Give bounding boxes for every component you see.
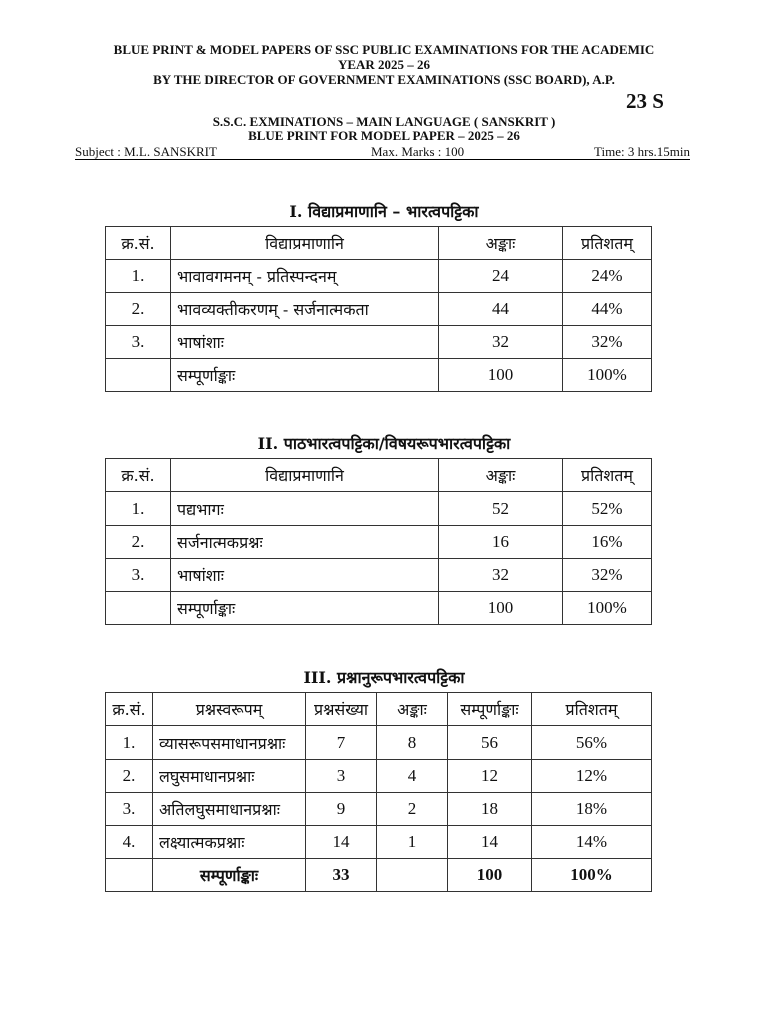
total-row bbox=[106, 359, 652, 392]
cell: भावावगमनम् - प्रतिस्पन्दनम् bbox=[171, 260, 439, 293]
cell: अतिलघुसमाधानप्रश्नाः bbox=[153, 793, 306, 826]
max-marks-text: Max. Marks : 100 bbox=[371, 144, 465, 159]
cell: 32 bbox=[439, 559, 563, 592]
header-line-5: BLUE PRINT FOR MODEL PAPER – 2025 – 26 bbox=[248, 128, 520, 143]
cell: 44 bbox=[439, 293, 563, 326]
col-header: प्रश्नस्वरूपम् bbox=[153, 693, 306, 726]
cell: 12% bbox=[532, 760, 652, 793]
cell: व्यासरूपसमाधानप्रश्नाः bbox=[153, 726, 306, 760]
cell bbox=[106, 859, 153, 892]
cell: 1 bbox=[377, 826, 448, 859]
cell: सर्जनात्मकप्रश्नः bbox=[171, 526, 439, 559]
col-header: प्रश्नसंख्या bbox=[306, 693, 377, 726]
col-header: प्रतिशतम् bbox=[563, 227, 652, 260]
col-header: प्रतिशतम् bbox=[532, 693, 652, 726]
cell: 32% bbox=[563, 559, 652, 592]
table-header-row bbox=[106, 693, 652, 726]
cell bbox=[377, 859, 448, 892]
cell: 100% bbox=[563, 359, 652, 392]
table-row bbox=[106, 293, 652, 326]
cell: 2. bbox=[106, 760, 153, 793]
table-row bbox=[106, 793, 652, 826]
section-3-table bbox=[105, 692, 652, 892]
cell: 16% bbox=[563, 526, 652, 559]
cell: 3. bbox=[106, 326, 171, 359]
header-line-3: BY THE DIRECTOR OF GOVERNMENT EXAMINATIONS (SSC BOARD), A.P. bbox=[153, 72, 615, 87]
cell: 56 bbox=[448, 726, 532, 760]
cell: 18% bbox=[532, 793, 652, 826]
col-header: अङ्काः bbox=[439, 227, 563, 260]
subject-line bbox=[75, 144, 690, 160]
cell: 100 bbox=[439, 592, 563, 625]
cell: लक्ष्यात्मकप्रश्नाः bbox=[153, 826, 306, 859]
cell: 16 bbox=[439, 526, 563, 559]
cell bbox=[106, 359, 171, 392]
section-1-table bbox=[105, 226, 652, 392]
section-2-title: II. पाठभारत्वपट्टिका/विषयरूपभारत्वपट्टिका bbox=[257, 434, 511, 453]
header-line-1: BLUE PRINT & MODEL PAPERS OF SSC PUBLIC EXAMINATIONS FOR THE ACADEMIC bbox=[113, 42, 655, 57]
cell: 14% bbox=[532, 826, 652, 859]
col-header: अङ्काः bbox=[377, 693, 448, 726]
cell: लघुसमाधानप्रश्नाः bbox=[153, 760, 306, 793]
table-row bbox=[106, 559, 652, 592]
table-row bbox=[106, 260, 652, 293]
cell: 100% bbox=[532, 859, 652, 892]
table-header-row bbox=[106, 227, 652, 260]
col-header: विद्याप्रमाणानि bbox=[171, 227, 439, 260]
cell: सम्पूर्णाङ्काः bbox=[171, 592, 439, 625]
cell: 7 bbox=[306, 726, 377, 760]
cell: 2 bbox=[377, 793, 448, 826]
cell bbox=[106, 592, 171, 625]
table-row bbox=[106, 760, 652, 793]
table-row bbox=[106, 726, 652, 760]
table-row bbox=[106, 326, 652, 359]
cell: पद्यभागः bbox=[171, 492, 439, 526]
col-header: अङ्काः bbox=[439, 459, 563, 492]
cell: 1. bbox=[106, 726, 153, 760]
cell: 100% bbox=[563, 592, 652, 625]
cell: 4. bbox=[106, 826, 153, 859]
subject-text: Subject : M.L. SANSKRIT bbox=[75, 144, 217, 159]
table-row bbox=[106, 526, 652, 559]
time-text: Time: 3 hrs.15min bbox=[594, 144, 690, 159]
section-1-title: I. विद्याप्रमाणानि – भारत्वपट्टिका bbox=[289, 202, 479, 221]
col-header: सम्पूर्णाङ्काः bbox=[448, 693, 532, 726]
col-header: क्र.सं. bbox=[106, 459, 171, 492]
table-row bbox=[106, 826, 652, 859]
cell: भाषांशाः bbox=[171, 326, 439, 359]
cell: 3. bbox=[106, 559, 171, 592]
cell: भाषांशाः bbox=[171, 559, 439, 592]
cell: 8 bbox=[377, 726, 448, 760]
cell: 24 bbox=[439, 260, 563, 293]
cell: 3. bbox=[106, 793, 153, 826]
cell: 9 bbox=[306, 793, 377, 826]
section-2-table bbox=[105, 458, 652, 625]
total-row bbox=[106, 859, 652, 892]
cell: 24% bbox=[563, 260, 652, 293]
header-line-2: YEAR 2025 – 26 bbox=[337, 57, 431, 72]
cell: सम्पूर्णाङ्काः bbox=[171, 359, 439, 392]
col-header: प्रतिशतम् bbox=[563, 459, 652, 492]
col-header: क्र.सं. bbox=[106, 227, 171, 260]
cell: 2. bbox=[106, 526, 171, 559]
section-3-title: III. प्रश्नानुरूपभारत्वपट्टिका bbox=[303, 668, 465, 687]
cell: 14 bbox=[448, 826, 532, 859]
cell: 18 bbox=[448, 793, 532, 826]
cell: 56% bbox=[532, 726, 652, 760]
table-header-row bbox=[106, 459, 652, 492]
cell: 1. bbox=[106, 260, 171, 293]
col-header: विद्याप्रमाणानि bbox=[171, 459, 439, 492]
cell: 52 bbox=[439, 492, 563, 526]
cell: 32 bbox=[439, 326, 563, 359]
cell: 100 bbox=[439, 359, 563, 392]
cell: भावव्यक्तीकरणम् - सर्जनात्मकता bbox=[171, 293, 439, 326]
header-line-4: S.S.C. EXMINATIONS – MAIN LANGUAGE ( SANSKRIT ) bbox=[212, 114, 556, 129]
cell: 2. bbox=[106, 293, 171, 326]
cell: 52% bbox=[563, 492, 652, 526]
col-header: क्र.सं. bbox=[106, 693, 153, 726]
total-row bbox=[106, 592, 652, 625]
cell: 4 bbox=[377, 760, 448, 793]
paper-code: 23 S bbox=[626, 89, 664, 113]
table-row bbox=[106, 492, 652, 526]
cell: 12 bbox=[448, 760, 532, 793]
cell: 14 bbox=[306, 826, 377, 859]
cell: 100 bbox=[448, 859, 532, 892]
cell: 3 bbox=[306, 760, 377, 793]
cell: सम्पूर्णाङ्काः bbox=[153, 859, 306, 892]
cell: 44% bbox=[563, 293, 652, 326]
cell: 1. bbox=[106, 492, 171, 526]
cell: 32% bbox=[563, 326, 652, 359]
cell: 33 bbox=[306, 859, 377, 892]
